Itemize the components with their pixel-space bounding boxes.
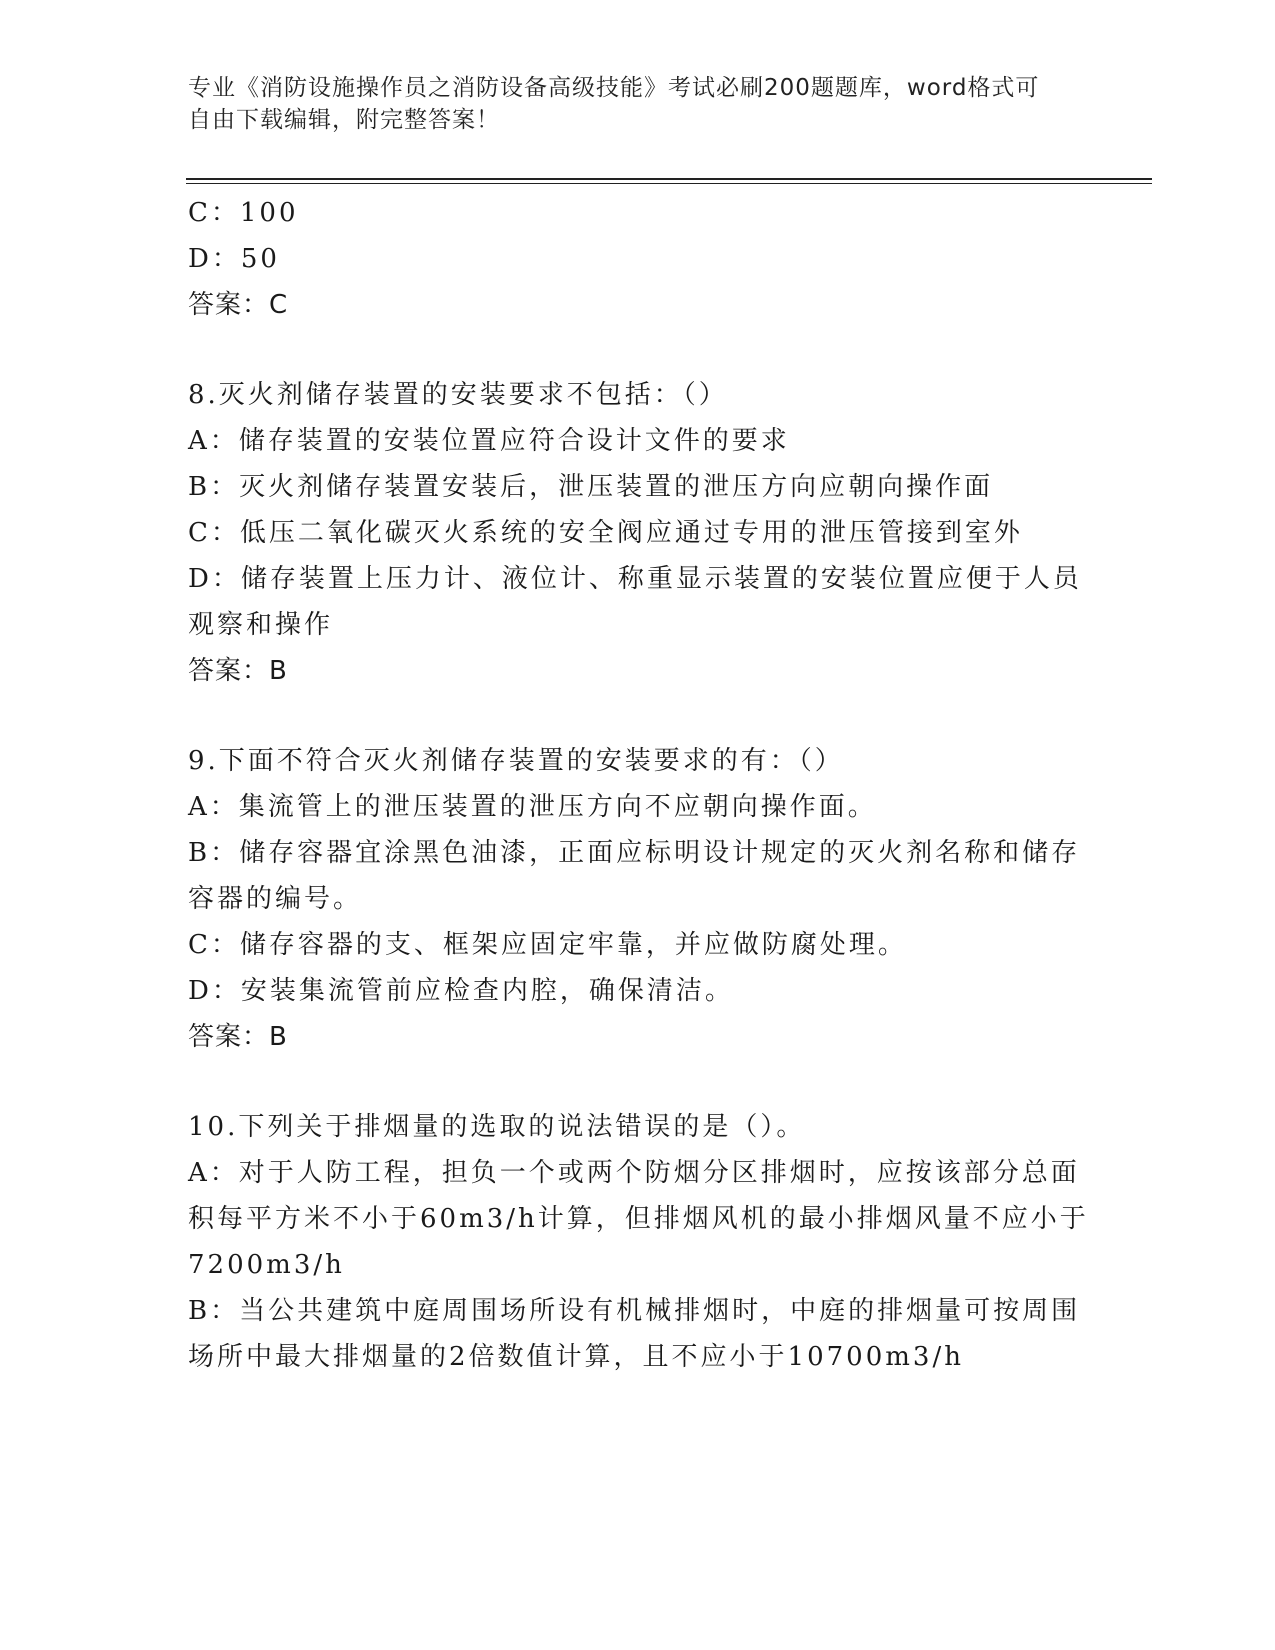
option-a: A：集流管上的泄压装置的泄压方向不应朝向操作面。 [188, 792, 877, 822]
option-c: C：低压二氧化碳灭火系统的安全阀应通过专用的泄压管接到室外 [188, 518, 1023, 548]
option-d-continued: 观察和操作 [188, 610, 334, 640]
document-body [188, 190, 1088, 1380]
option-a-continued: 积每平方米不小于60m3/h计算，但排烟风机的最小排烟风量不应小于 [188, 1204, 1089, 1234]
document-header [188, 72, 1068, 136]
option-c: C：储存容器的支、框架应固定牢靠，并应做防腐处理。 [188, 930, 907, 960]
spacer [188, 328, 1088, 372]
header-line-2: 自由下载编辑，附完整答案！ [188, 107, 500, 133]
header-line-1: 专业《消防设施操作员之消防设备高级技能》考试必刷200题题库，word格式可 [188, 75, 1040, 101]
answer-line: 答案：B [188, 1022, 288, 1052]
question-stem: 8.灭火剂储存装置的安装要求不包括：（） [188, 380, 728, 410]
option-b: B：当公共建筑中庭周围场所设有机械排烟时，中庭的排烟量可按周围 [188, 1296, 1081, 1326]
option-b: B：灭火剂储存装置安装后，泄压装置的泄压方向应朝向操作面 [188, 472, 994, 502]
prev-question-tail [188, 190, 1088, 328]
answer-line: 答案：C [188, 290, 289, 320]
question-9 [188, 738, 1088, 1060]
header-divider-thin [186, 183, 1152, 184]
question-10 [188, 1104, 1088, 1380]
header-divider-thick [186, 178, 1152, 180]
question-stem: 10.下列关于排烟量的选取的说法错误的是（）。 [188, 1112, 806, 1142]
question-8 [188, 372, 1088, 694]
option-d: D：储存装置上压力计、液位计、称重显示装置的安装位置应便于人员 [188, 564, 1082, 594]
option-a: A：对于人防工程，担负一个或两个防烟分区排烟时，应按该部分总面 [188, 1158, 1080, 1188]
option-a-continued: 7200m3/h [188, 1250, 345, 1280]
option-a: A：储存装置的安装位置应符合设计文件的要求 [188, 426, 790, 456]
option-b-continued: 容器的编号。 [188, 884, 363, 914]
option-d: D：安装集流管前应检查内腔，确保清洁。 [188, 976, 734, 1006]
option-c: C：100 [188, 198, 299, 228]
option-d: D：50 [188, 244, 280, 274]
option-b: B：储存容器宜涂黑色油漆，正面应标明设计规定的灭火剂名称和储存 [188, 838, 1081, 868]
answer-line: 答案：B [188, 656, 288, 686]
spacer [188, 694, 1088, 738]
spacer [188, 1060, 1088, 1104]
question-stem: 9.下面不符合灭火剂储存装置的安装要求的有：（） [188, 746, 844, 776]
option-b-continued: 场所中最大排烟量的2倍数值计算，且不应小于10700m3/h [188, 1342, 964, 1372]
